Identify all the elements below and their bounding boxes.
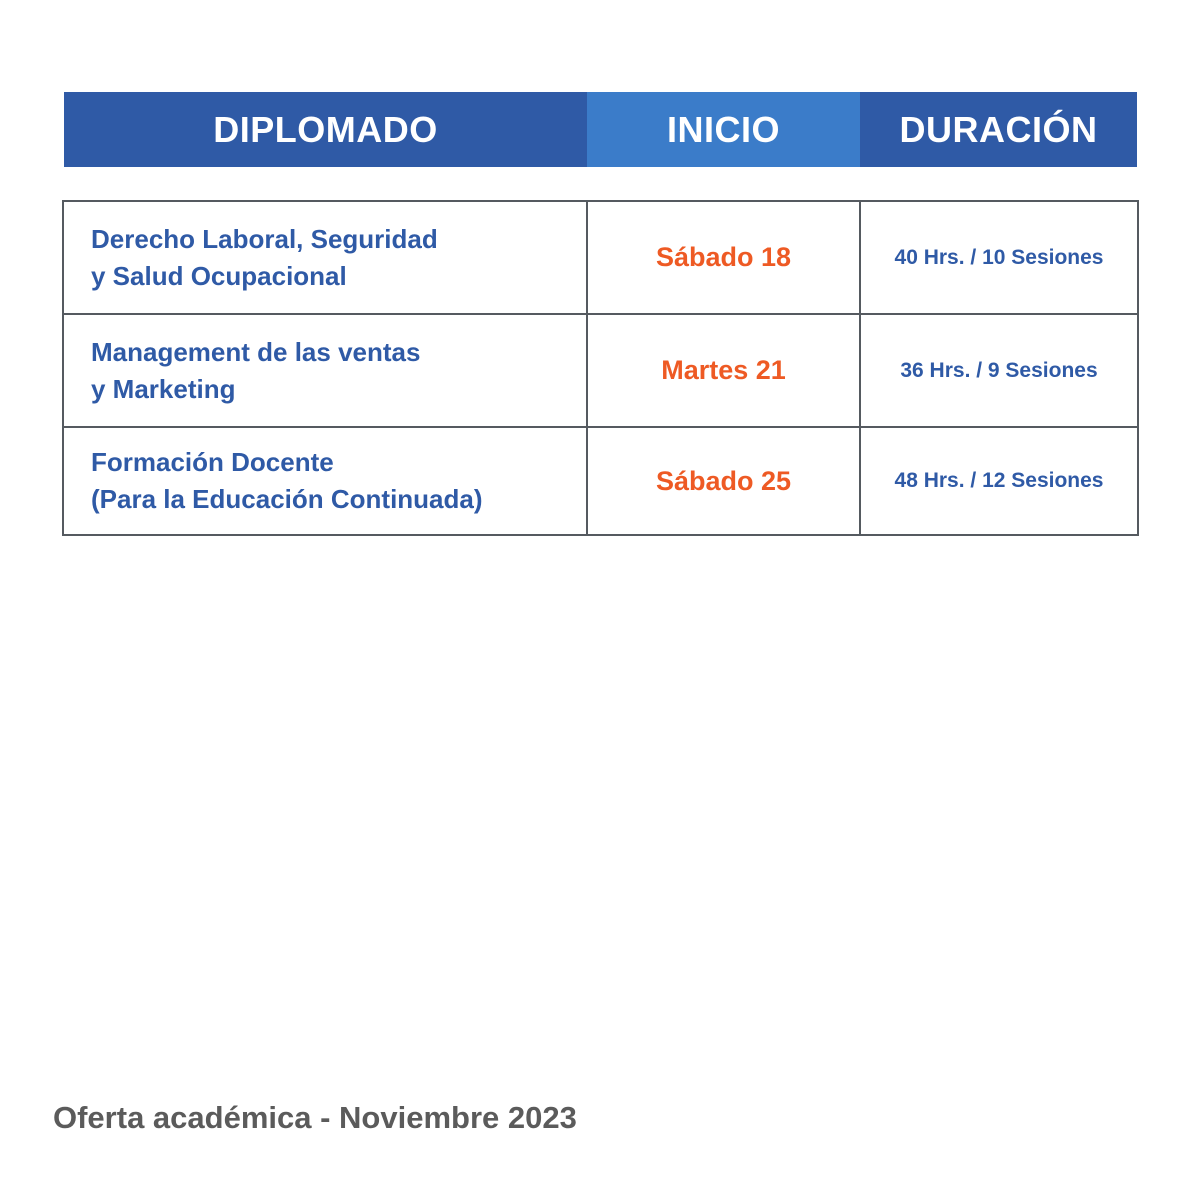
diplomado-cell [64,202,588,313]
inicio-cell [588,315,861,426]
inicio-cell [588,202,861,313]
diplomado-name-line1: Derecho Laboral, Seguridad [91,223,438,254]
duration-value: 48 Hrs. / 12 Sesiones [894,469,1104,492]
duracion-cell [861,315,1137,426]
diplomado-name [91,444,483,518]
header-diplomado: DIPLOMADO [64,92,587,167]
diplomado-name-line1: Formación Docente [91,447,334,477]
diplomado-name [91,334,420,408]
diplomado-cell [64,315,588,426]
inicio-cell [588,428,861,534]
table-row [64,428,1137,534]
diplomado-name-line2: (Para la Educación Continuada) [91,484,483,514]
duration-value: 40 Hrs. / 10 Sesiones [894,245,1104,269]
table-row [64,202,1137,315]
duration-value: 36 Hrs. / 9 Sesiones [900,358,1098,382]
courses-table [62,200,1139,536]
start-date: Sábado 18 [655,242,792,272]
diplomado-name-line2: y Marketing [91,373,236,404]
diplomado-name-line2: y Salud Ocupacional [91,260,347,291]
diplomado-name-line1: Management de las ventas [91,336,421,367]
header-duracion: DURACIÓN [860,92,1137,167]
start-date: Sábado 25 [655,465,792,496]
diplomado-cell [64,428,588,534]
table-row [64,315,1137,428]
footer-caption: Oferta académica - Noviembre 2023 [53,1100,577,1135]
header-inicio: INICIO [587,92,860,167]
duracion-cell [861,202,1137,313]
diplomado-name [91,221,438,295]
duracion-cell [861,428,1137,534]
table-header [64,92,1137,167]
start-date: Martes 21 [661,355,786,385]
